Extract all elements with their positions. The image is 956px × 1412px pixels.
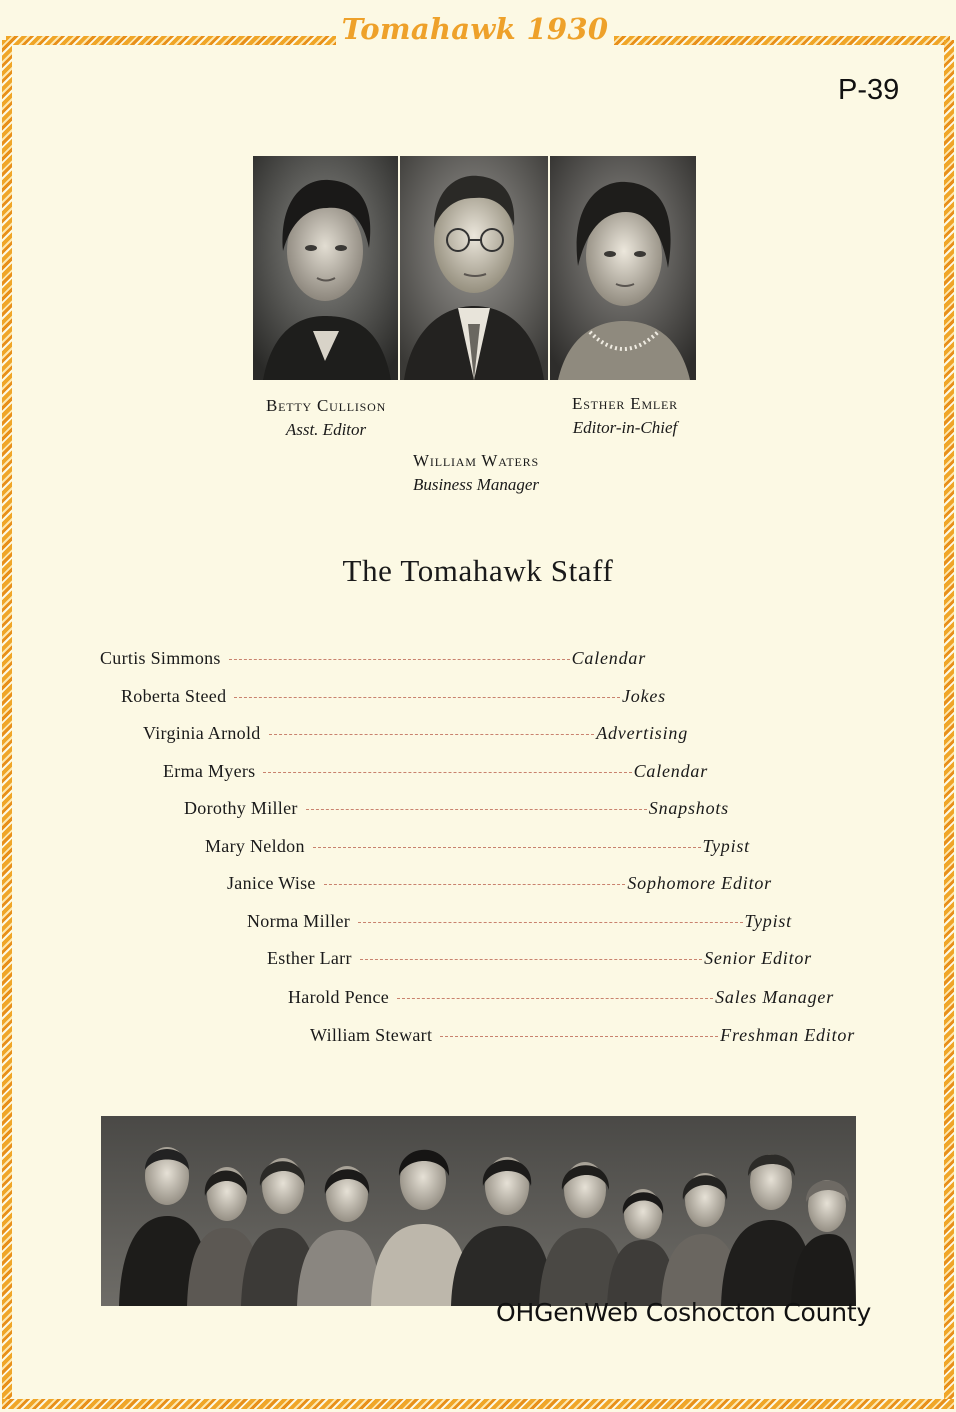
staff-role: Typist: [744, 911, 792, 931]
leader-dots: [229, 658, 570, 660]
staff-row: [100, 648, 646, 669]
leader-dots: [263, 771, 631, 773]
portrait-betty-cullison: [253, 156, 398, 380]
staff-role: Freshman Editor: [720, 1025, 855, 1045]
staff-role: Snapshots: [648, 798, 729, 818]
staff-row: [121, 686, 666, 707]
staff-name: Roberta Steed: [121, 686, 227, 706]
leader-dots: [313, 846, 701, 848]
staff-name: Janice Wise: [227, 873, 316, 893]
editor-role: Asst. Editor: [285, 420, 367, 439]
caption-betty-cullison: [252, 396, 400, 440]
leader-dots: [234, 696, 620, 698]
staff-name: Virginia Arnold: [143, 723, 261, 743]
rope-border-top-right: [614, 36, 950, 45]
staff-name: Mary Neldon: [205, 836, 305, 856]
leader-dots: [358, 921, 742, 923]
portrait-william-waters: [400, 156, 548, 380]
rope-border-top-left: [6, 36, 336, 45]
staff-role: Sophomore Editor: [627, 873, 772, 893]
editor-name: Esther Emler: [572, 394, 678, 413]
staff-name: William Stewart: [310, 1025, 433, 1045]
staff-row: [227, 873, 772, 894]
staff-row: [247, 911, 792, 932]
staff-row: [310, 1025, 855, 1046]
staff-row: [184, 798, 729, 819]
leader-dots: [440, 1035, 718, 1037]
caption-esther-emler: [555, 394, 695, 438]
rope-border-bottom: [2, 1399, 954, 1409]
staff-row: [288, 987, 834, 1008]
staff-heading: The Tomahawk Staff: [342, 553, 614, 588]
editor-name: William Waters: [413, 451, 539, 470]
staff-role: Calendar: [633, 761, 708, 781]
leader-dots: [324, 883, 626, 885]
staff-role: Jokes: [622, 686, 666, 706]
staff-row: [205, 836, 750, 857]
leader-dots: [269, 733, 595, 735]
staff-role: Advertising: [596, 723, 688, 743]
staff-role: Sales Manager: [715, 987, 834, 1007]
leader-dots: [397, 997, 713, 999]
caption-william-waters: [396, 451, 556, 495]
rope-border-right: [944, 40, 954, 1404]
staff-role: Calendar: [571, 648, 646, 668]
staff-name: Norma Miller: [247, 911, 351, 931]
staff-row: [143, 723, 688, 744]
watermark-credit: OHGenWeb Coshocton County: [496, 1298, 872, 1327]
staff-role: Senior Editor: [704, 948, 812, 968]
rope-border-left: [2, 40, 12, 1404]
editor-role: Editor-in-Chief: [572, 418, 678, 437]
staff-role: Typist: [702, 836, 750, 856]
editor-name: Betty Cullison: [265, 396, 387, 415]
staff-name: Dorothy Miller: [184, 798, 298, 818]
staff-row: [267, 948, 812, 969]
staff-name: Curtis Simmons: [100, 648, 221, 668]
leader-dots: [306, 808, 647, 810]
editor-role: Business Manager: [412, 475, 540, 494]
leader-dots: [360, 958, 702, 960]
page-number: P-39: [838, 74, 900, 106]
staff-row: [163, 761, 708, 782]
staff-group-photo: [101, 1116, 856, 1306]
yearbook-title: Tomahawk 1930: [341, 12, 609, 46]
staff-name: Harold Pence: [288, 987, 390, 1007]
staff-name: Esther Larr: [267, 948, 352, 968]
portrait-esther-emler: [550, 156, 696, 380]
staff-name: Erma Myers: [163, 761, 256, 781]
